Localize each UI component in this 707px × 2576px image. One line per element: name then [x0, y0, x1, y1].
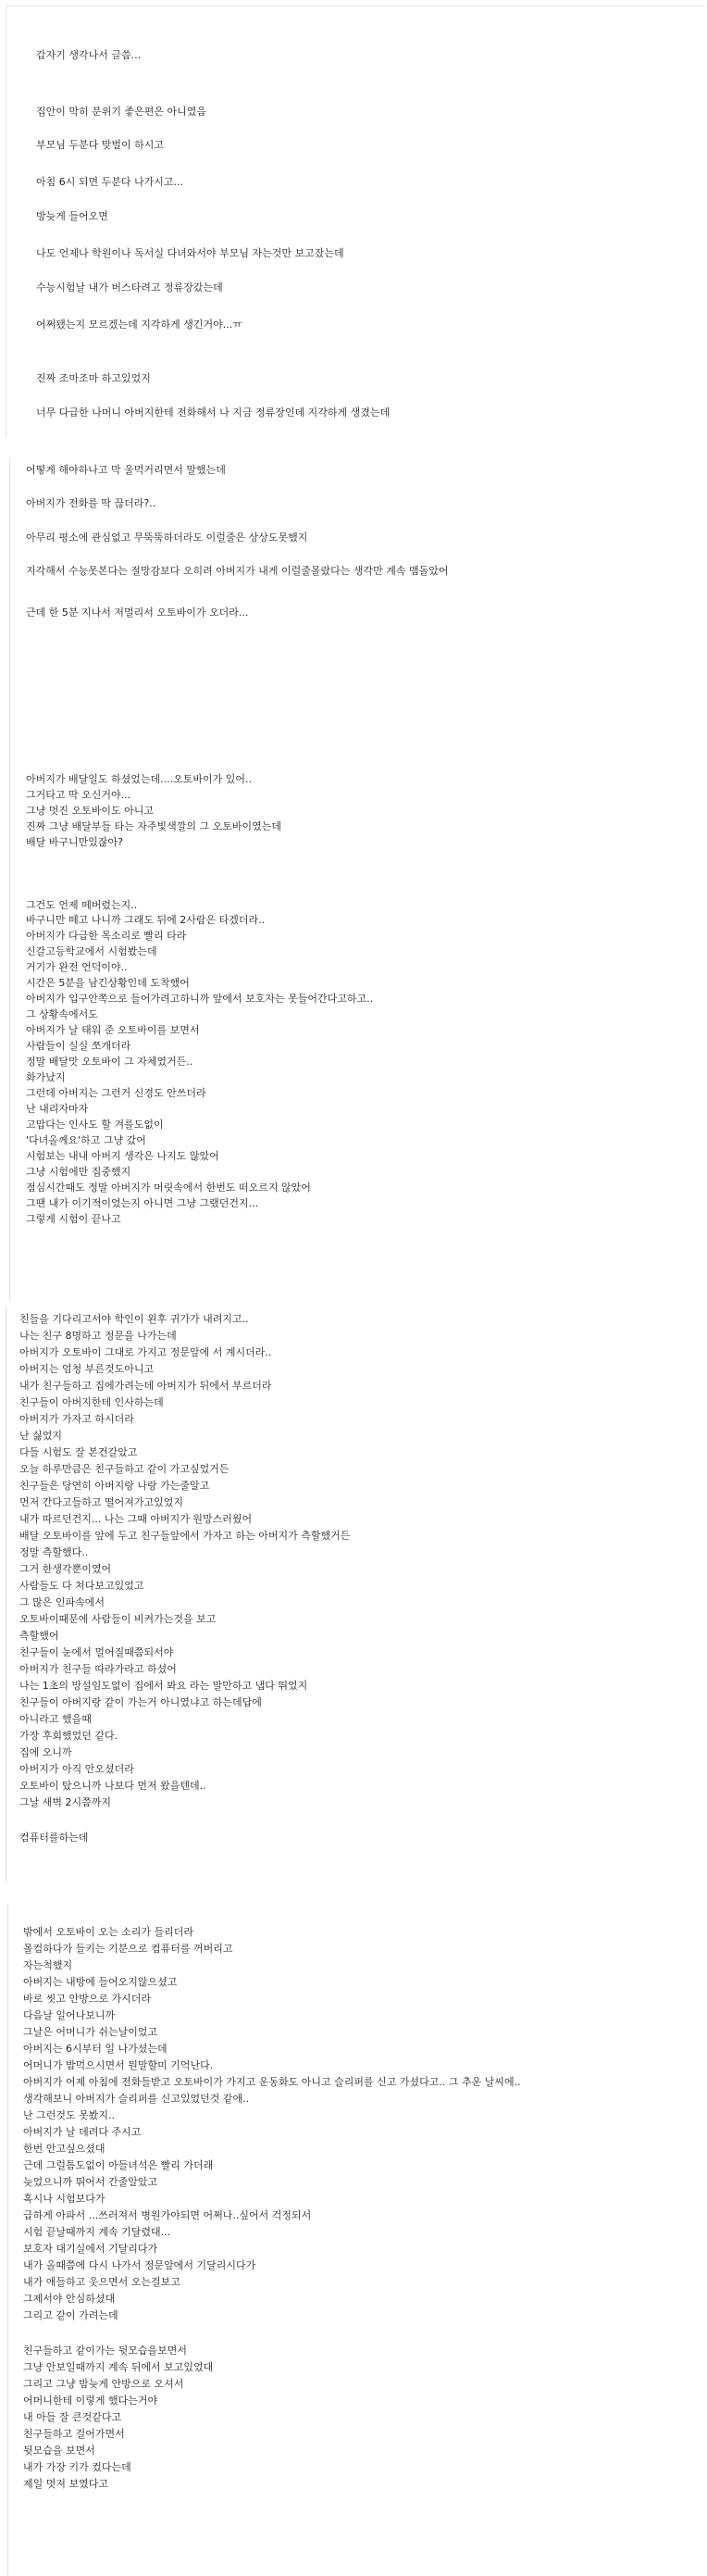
text-line: 아버지가 날 태워 준 오토바이를 보면서	[26, 1024, 200, 1036]
text-line: 뒷모습을 보면서	[23, 2445, 95, 2457]
text-line: 아버지가 다급한 목소리로 빨리 타라	[26, 930, 187, 942]
text-line: 어쩌됐는지 모르겠는데 지각하게 생긴거야...ㅠ	[36, 319, 242, 331]
text-line: 그땐 내가 이기적이었는지 아니면 그냥 그랬던건지...	[26, 1197, 259, 1209]
text-line: 오토바이 탔으니까 나보다 먼저 왔을텐데..	[19, 1780, 206, 1792]
text-line: 그리고 그냥 밤늦게 안방으로 오셔서	[23, 2378, 184, 2390]
text-line: 혹시나 시험보다가	[23, 2193, 105, 2205]
text-line: 그냥 멋진 오토바이도 아니고	[26, 805, 155, 817]
text-line: 아버지가 입구안쪽으로 들어가려고하니까 앞에서 보호자는 못들어간다고하고..	[26, 993, 374, 1005]
text-line: 거기가 완전 언덕이야..	[26, 961, 128, 973]
text-line: 근데 그럴틈도없이 아들녀석은 빨리 가더래	[23, 2159, 214, 2171]
text-line: 아니라고 했을때	[19, 1713, 92, 1725]
text-line: 아버지가 가자고 하시더라	[19, 1413, 134, 1425]
text-line: 친구들이 아버지랑 같이 가는거 아니였냐고 하는데답에	[19, 1696, 262, 1708]
text-line: 그리고 같이 가려는데	[23, 2309, 118, 2321]
text-line: 가장 후회했었던 같다.	[19, 1730, 118, 1742]
text-line: 제일 멋져 보였다고	[23, 2478, 109, 2490]
text-line: 진짜 조마조마 하고있었지	[36, 372, 151, 384]
text-line: 신갈고등학교에서 시험봤는데	[26, 945, 157, 957]
text-line: 바구니만 떼고 나니까 그래도 뒤에 2사람은 타겠더라..	[26, 914, 266, 926]
text-line: 그건도 언제 떼버렸는지..	[26, 899, 138, 911]
text-line: 갑자기 생각나서 글씀...	[36, 49, 142, 61]
text-line: 집안이 막히 분위기 좋은편은 아니였음	[36, 106, 207, 118]
text-line: 나도 언제나 학원이나 독서실 다녀와서야 부모님 자는것만 보고잤는데	[36, 247, 344, 259]
text-line: 방늦게 들어오면	[36, 210, 108, 222]
text-line: 시험보는 내내 아버지 생각은 나지도 않았어	[26, 1150, 219, 1162]
text-line: 내 아들 잘 큰것같다고	[23, 2411, 122, 2423]
text-line: 아버지는 엄청 부른것도아니고	[19, 1363, 155, 1375]
text-line: 다들 시험도 잘 본건갈았고	[19, 1446, 138, 1458]
text-line: 진짜 그냥 배달부들 타는 자주빛색깔의 그 오토바이였는데	[26, 820, 282, 832]
text-line: 아버지가 배달일도 하셨었는데....오토바이가 있어..	[26, 773, 252, 785]
text-line: 아버지가 어제 아침에 전화들받고 오토바이가 가지고 운동화도 아니고 슬리퍼를 신고 가셨다고.. 그 추운 날씨에..	[23, 2076, 521, 2088]
text-line: 생각해보니 아버지가 슬리퍼를 신고있었던것 같애..	[23, 2093, 250, 2105]
text-line: 친구들이 아버지한테 인사하는데	[19, 1396, 164, 1408]
text-line: 내가 따르던건지... 나는 그때 아버지가 원망스러웠어	[19, 1513, 253, 1525]
text-line: 내가 애들하고 웃으면서 오는걸보고	[23, 2276, 180, 2288]
text-line: 그거타고 딱 오신거야...	[26, 789, 131, 801]
text-line: 친구들이 눈에서 멀어질때쯤되서야	[19, 1646, 174, 1658]
text-line: 한번 안고싶으셨대	[23, 2143, 105, 2155]
text-line: 부모님 두분다 맞벌이 하시고	[36, 139, 165, 151]
text-line: 컴퓨터를하는데	[19, 1832, 89, 1844]
text-line: 그날은 어머니가 쉬는날이었고	[23, 2026, 158, 2038]
text-line: 아버지가 날 데려다 주시고	[23, 2126, 142, 2138]
text-line: 아무리 평소에 관심없고 무뚝뚝하더라도 이럴줄은 상상도못했지	[26, 531, 308, 544]
text-panel-1	[6, 6, 705, 438]
text-line: 몰컴하다가 들키는 기분으로 컴퓨터를 꺼버리고	[23, 1943, 233, 1955]
text-line: 친구들하고 걸어가면서	[23, 2428, 125, 2440]
text-line: 오토바이때문에 사람들이 비켜가는것을 보고	[19, 1613, 217, 1625]
text-line: 시간은 5분을 남긴상황인데 도착했어	[26, 977, 190, 989]
text-line: 어머니가 밥먹으시면서 뭔말할미 기억난다.	[23, 2059, 214, 2071]
text-line: 아버지가 오토바이 그대로 가지고 정문앞에 서 계시더라..	[19, 1346, 272, 1358]
text-line: 어떻게 해야하나고 막 울먹거리면서 말했는데	[26, 464, 226, 476]
text-line: 그날 새벽 2시쯤까지	[19, 1796, 111, 1808]
text-line: 배달 바구니만있잖아?	[26, 836, 123, 848]
text-line: 내가 올때쯤에 다시 나가서 정문앞에서 기달리시다가	[23, 2259, 256, 2271]
text-line: 정말 측할했다..	[19, 1546, 89, 1558]
text-line: 내가 친구들하고 집에가려는데 아버지가 뒤에서 부르더라	[19, 1380, 272, 1392]
text-line: 그냥 시험에만 집중했지	[26, 1166, 131, 1178]
text-line: 바로 씻고 안방으로 가시더라	[23, 1993, 152, 2005]
text-panel-3	[6, 1306, 696, 1882]
text-line: 오늘 하루만큼은 친구들하고 같이 가고싶었거든	[19, 1463, 229, 1475]
text-line: 급하게 아파서 ...쓰러져서 병원가야되면 어쩌나..싶어서 걱정되서	[23, 2209, 312, 2221]
text-line: 사람들도 다 쳐다보고있었고	[19, 1580, 144, 1592]
text-line: 근데 한 5분 지나서 저멀리서 오토바이가 오더라...	[26, 606, 249, 619]
text-line: 먼저 간다고들하고 떨어져가고있었지	[19, 1496, 184, 1508]
text-line: 사람들이 실실 쪼개더라	[26, 1040, 131, 1052]
text-line: 아버지가 아직 안오셨더라	[19, 1763, 134, 1775]
text-line: 시험 끝날때까지 계속 기달렸대...	[23, 2226, 171, 2238]
text-line: 점심시간때도 정말 아버지가 머릿속에서 한번도 떠오르지 않았어	[26, 1182, 311, 1194]
text-line: 고맙다는 인사도 할 겨를도없이	[26, 1119, 164, 1131]
text-line: 난 그런것도 못봤지..	[23, 2109, 115, 2121]
text-line: 나는 친구 8명하고 정문을 나가는데	[19, 1330, 177, 1342]
text-line: 화가났지	[26, 1071, 66, 1083]
text-line: 그런데 아버지는 그런거 신경도 안쓰더라	[26, 1087, 206, 1099]
text-line: '다녀올께요'하고 그냥 갔어	[26, 1134, 146, 1146]
text-line: 다음날 일어나보니까	[23, 2009, 116, 2021]
text-line: 너무 다급한 나머니 아버지한테 전화해서 나 지금 정류장인데 지각하게 생겼는데	[36, 406, 391, 419]
text-line: 난 내리자마자	[26, 1103, 89, 1115]
text-line: 그냥 안보일때까지 계속 뒤에서 보고있었대	[23, 2361, 214, 2373]
text-line: 내가 가장 키가 컸다는데	[23, 2461, 131, 2473]
text-line: 난 싫었지	[19, 1430, 63, 1442]
text-line: 친구들하고 같이가는 뒷모습을보면서	[23, 2345, 188, 2357]
text-line: 자는척했지	[23, 1959, 73, 1971]
text-line: 나는 1초의 망설임도없이 집에서 봐요 라는 말만하고 냅다 뛰었지	[19, 1680, 308, 1692]
text-line: 친들을 기다리고서야 학인이 왼후 귀가가 내려지고..	[19, 1313, 249, 1325]
text-line: 밖에서 오토바이 오는 소리가 들리더라	[23, 1926, 194, 1938]
text-line: 아버지가 전화를 딱 끊더라?..	[26, 497, 156, 509]
text-line: 어머니한테 이렇게 했다는거야	[23, 2395, 158, 2407]
text-line: 지각해서 수능못본다는 절망감보다 오히려 아버지가 내게 이럴줄몰랐다는 생각만 계속 맴돌았어	[26, 565, 449, 577]
text-line: 배달 오토바이를 앞에 두고 친구들앞에서 가자고 하는 아버지가 측할했거든	[19, 1530, 351, 1542]
text-line: 그 많은 인파속에서	[19, 1596, 105, 1608]
text-line: 보호자 대기실에서 기달리다가	[23, 2243, 158, 2255]
text-line: 측할했어	[19, 1630, 59, 1642]
text-line: 수능시험날 내가 버스타려고 정류장갔는데	[36, 281, 223, 294]
text-line: 아버지는 6시부터 일 나가셨는데	[23, 2043, 167, 2055]
text-line: 그제서야 안심하셨대	[23, 2293, 116, 2305]
text-panel-2	[9, 458, 700, 1301]
text-line: 집에 오니까	[19, 1746, 72, 1758]
text-panel-4	[7, 1904, 698, 2576]
text-line: 늦었으니까 뛰어서 간줄알았고	[23, 2176, 158, 2188]
text-line: 친구들은 당연히 아버지랑 나랑 가는줄알고	[19, 1480, 210, 1492]
text-line: 아침 6시 되면 두분다 나가시고...	[36, 176, 183, 188]
text-line: 그렇게 시험이 끝나고	[26, 1213, 121, 1225]
text-line: 아버지가 친구들 따라가라고 하셨어	[19, 1663, 177, 1675]
text-line: 그 상황속에서도	[26, 1008, 98, 1020]
text-line: 그거 한생각뿐이였어	[19, 1563, 112, 1575]
text-line: 아버지는 내방에 들어오지않으셨고	[23, 1976, 178, 1988]
text-line: 정말 배달맛 오토바이 그 자체였거든..	[26, 1056, 193, 1068]
